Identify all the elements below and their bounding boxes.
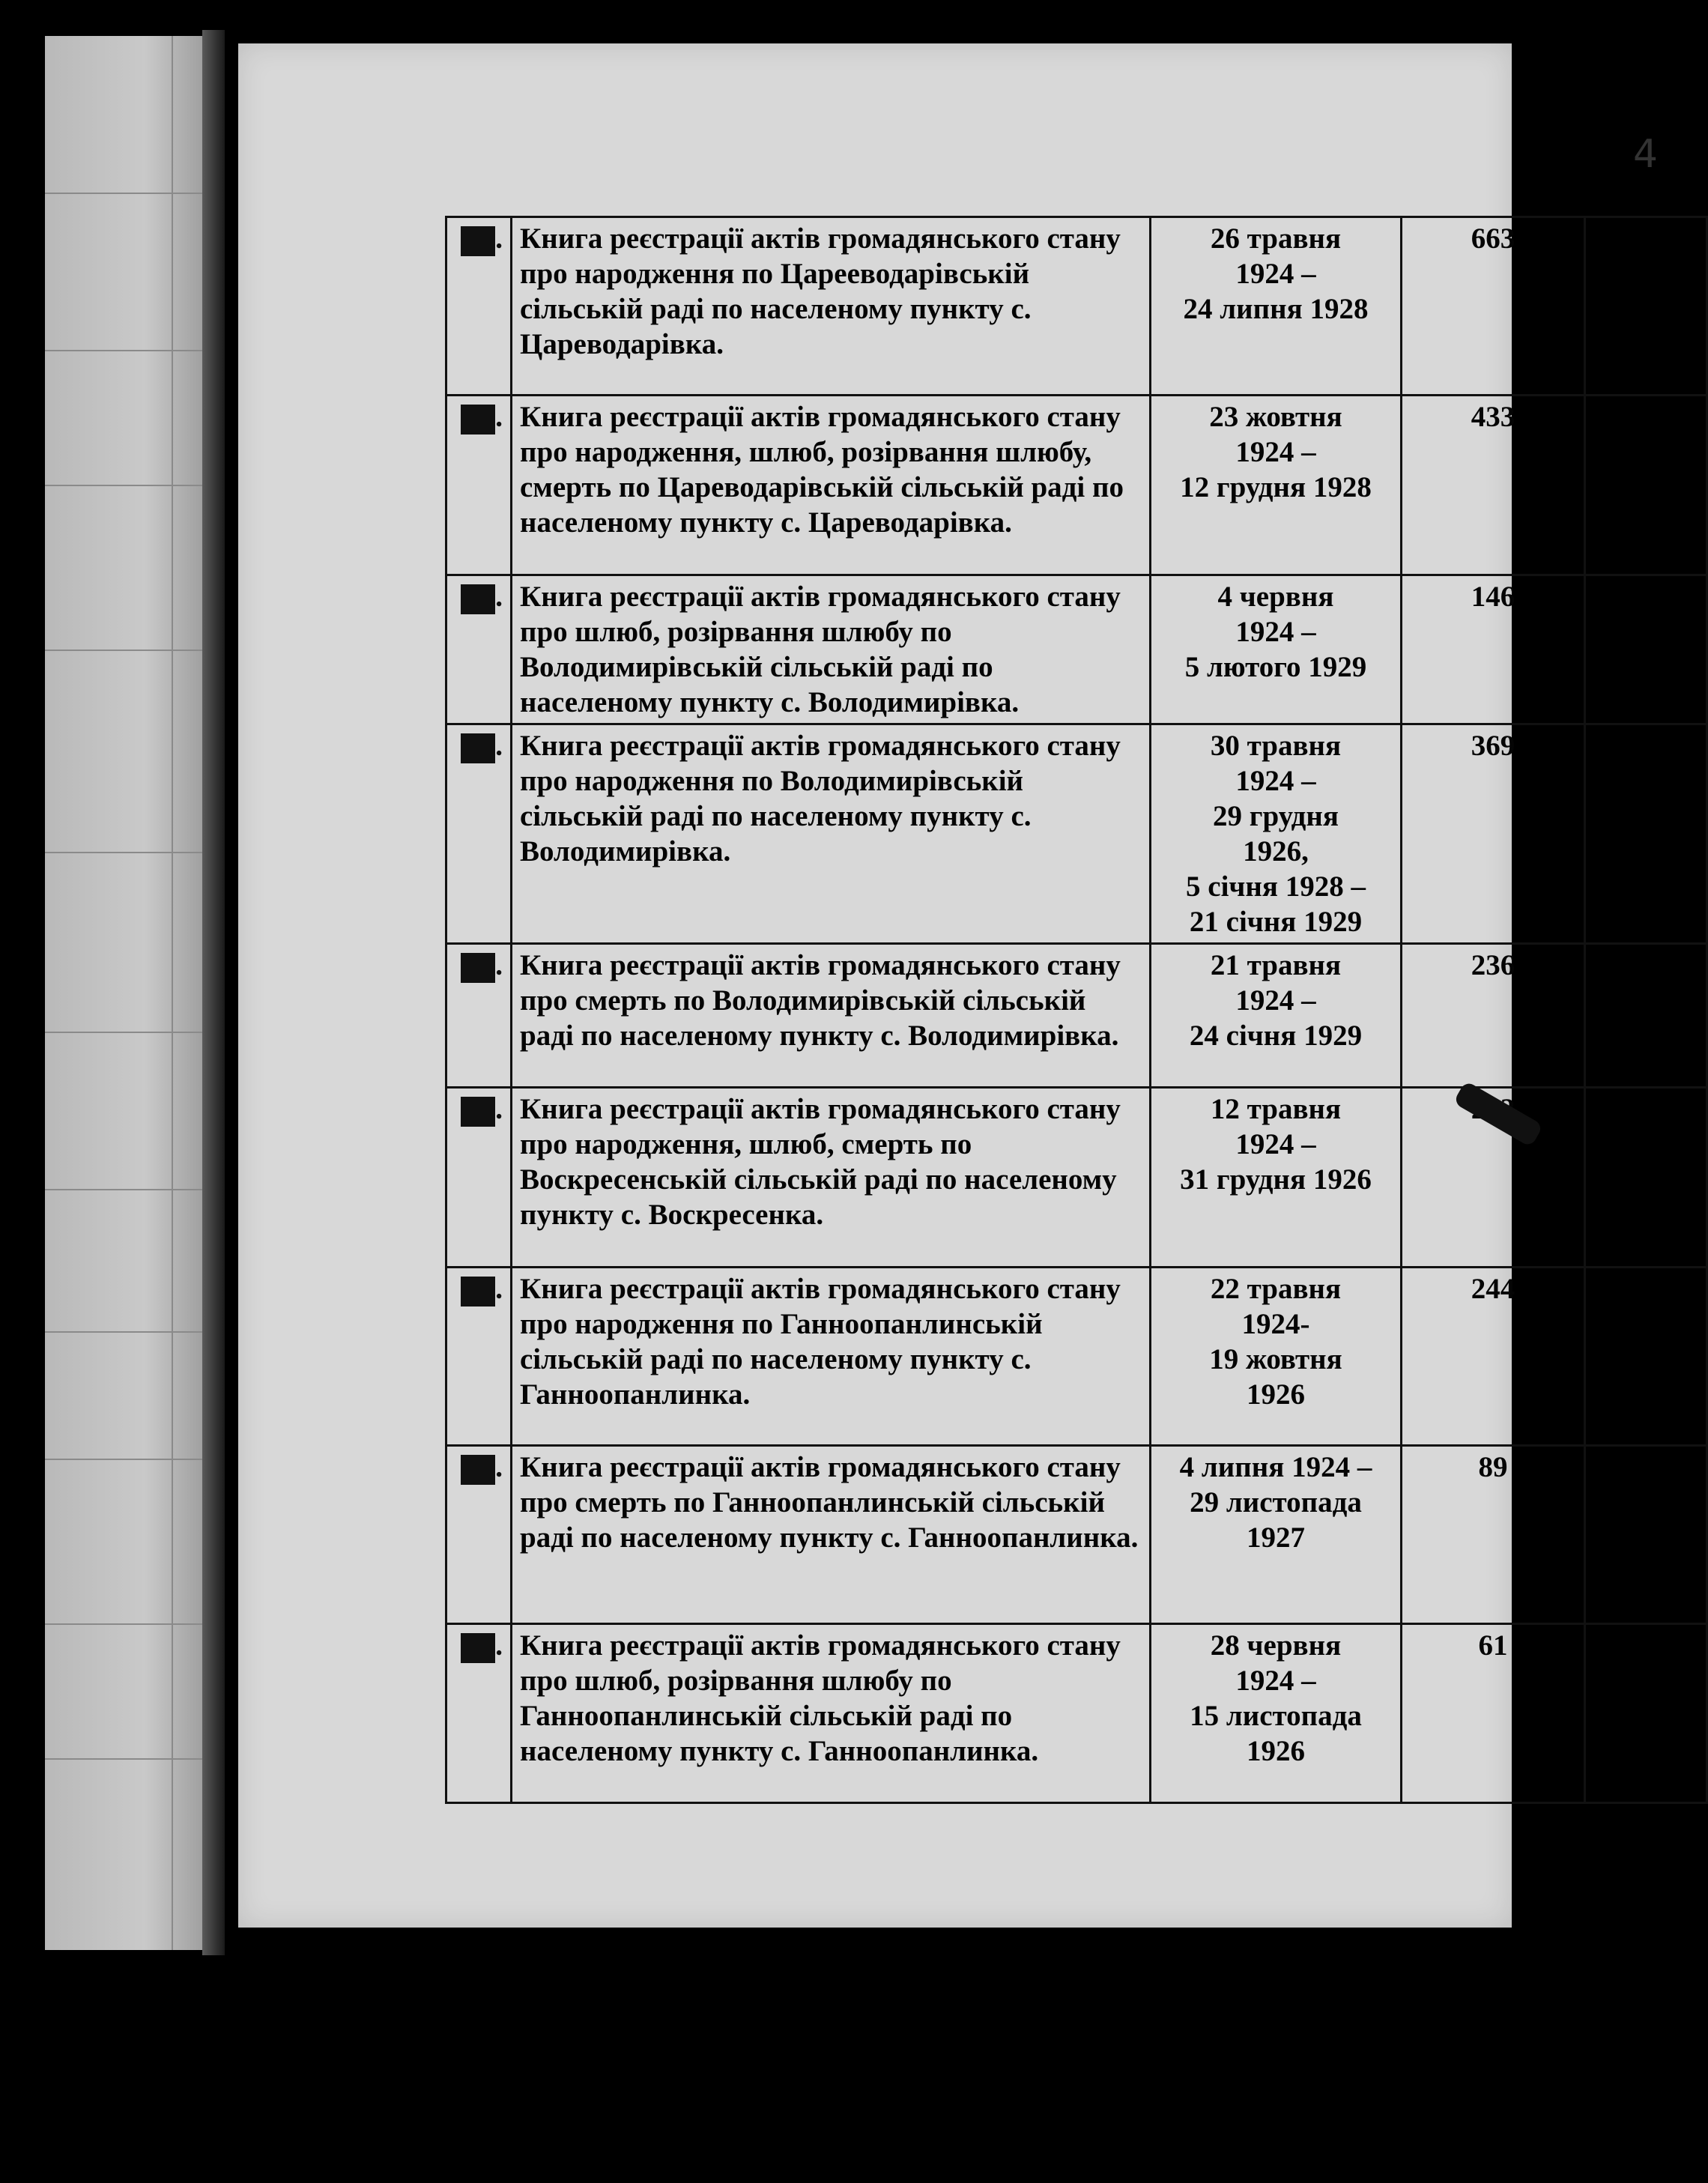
table-row	[446, 1624, 1707, 1803]
book-spine	[202, 30, 225, 1955]
number-overlay-mark	[461, 733, 495, 763]
record-count: 369	[1402, 724, 1585, 944]
number-overlay-mark	[461, 226, 495, 256]
page-number: 4	[1633, 132, 1659, 177]
record-title: Книга реєстрації актів громадянського стану про шлюб, розірвання шлюбу по Володимирівській сільській раді по населеному пункту с. Володимирівка.	[512, 575, 1151, 724]
table-row	[446, 1268, 1707, 1446]
number-overlay-mark	[461, 1277, 495, 1307]
number-overlay-mark	[461, 1097, 495, 1127]
record-dates: 23 жовтня 1924 – 12 грудня 1928	[1151, 396, 1402, 575]
number-overlay-mark	[461, 953, 495, 983]
register-table	[445, 216, 1708, 1804]
record-title: Книга реєстрації актів громадянського стану про народження, шлюб, розірвання шлюбу, смерть по Цареводарівській сільській раді по населеному пункту с. Цареводарівка.	[512, 396, 1151, 575]
record-title: Книга реєстрації актів громадянського стану про смерть по Ганноопанлинській сільській раді по населеному пункту с. Ганноопанлинка.	[512, 1446, 1151, 1624]
record-title: Книга реєстрації актів громадянського стану про народження по Ганноопанлинській сільській раді по населеному пункту с. Ганноопанлинка.	[512, 1268, 1151, 1446]
record-dates: 30 травня 1924 – 29 грудня 1926, 5 січня 1928 – 21 січня 1929	[1151, 724, 1402, 944]
table-row	[446, 217, 1707, 396]
record-count: 433	[1402, 396, 1585, 575]
row-number-cell: .	[446, 1268, 512, 1446]
previous-page-edge	[45, 36, 211, 1950]
record-dates: 22 травня 1924- 19 жовтня 1926	[1151, 1268, 1402, 1446]
record-note	[1585, 217, 1707, 396]
record-note	[1585, 1088, 1707, 1268]
record-note	[1585, 396, 1707, 575]
row-number-cell: .	[446, 396, 512, 575]
previous-page-grid-lines	[45, 36, 211, 1950]
number-overlay-mark	[461, 1633, 495, 1663]
row-number-cell: .	[446, 217, 512, 396]
register-table-body	[446, 217, 1707, 1803]
table-row	[446, 724, 1707, 944]
record-dates: 28 червня 1924 – 15 листопада 1926	[1151, 1624, 1402, 1803]
row-number-cell: .	[446, 724, 512, 944]
record-note	[1585, 944, 1707, 1088]
table-row	[446, 575, 1707, 724]
document-page	[238, 43, 1659, 1928]
record-title: Книга реєстрації актів громадянського стану про смерть по Володимирівській сільській раді по населеному пункту с. Володимирівка.	[512, 944, 1151, 1088]
record-title: Книга реєстрації актів громадянського стану про народження по Царееводарівській сільській раді по населеному пункту с. Цареводарівка.	[512, 217, 1151, 396]
record-dates: 21 травня 1924 – 24 січня 1929	[1151, 944, 1402, 1088]
record-title: Книга реєстрації актів громадянського стану про народження по Володимирівській сільській раді по населеному пункту с. Володимирівка.	[512, 724, 1151, 944]
number-overlay-mark	[461, 405, 495, 435]
record-dates: 4 червня 1924 – 5 лютого 1929	[1151, 575, 1402, 724]
row-number-cell: .	[446, 1446, 512, 1624]
row-number-cell: .	[446, 1088, 512, 1268]
record-count: 61	[1402, 1624, 1585, 1803]
table-row	[446, 1446, 1707, 1624]
table-row	[446, 944, 1707, 1088]
row-number-cell: .	[446, 575, 512, 724]
record-title: Книга реєстрації актів громадянського стану про народження, шлюб, смерть по Воскресенській сільській раді по населеному пункту с. Воскресенка.	[512, 1088, 1151, 1268]
record-note	[1585, 1268, 1707, 1446]
record-dates: 4 липня 1924 – 29 листопада 1927	[1151, 1446, 1402, 1624]
record-count: 89	[1402, 1446, 1585, 1624]
row-number-cell: .	[446, 944, 512, 1088]
number-overlay-mark	[461, 1455, 495, 1485]
record-dates: 12 травня 1924 – 31 грудня 1926	[1151, 1088, 1402, 1268]
record-title: Книга реєстрації актів громадянського стану про шлюб, розірвання шлюбу по Ганноопанлинській сільській раді по населеному пункту с. Ганноопанлинка.	[512, 1624, 1151, 1803]
table-row	[446, 396, 1707, 575]
record-count: 236	[1402, 944, 1585, 1088]
row-number-cell: .	[446, 1624, 512, 1803]
record-note	[1585, 724, 1707, 944]
record-note	[1585, 1624, 1707, 1803]
record-count: 244	[1402, 1268, 1585, 1446]
record-count: 663	[1402, 217, 1585, 396]
record-note	[1585, 1446, 1707, 1624]
number-overlay-mark	[461, 584, 495, 614]
record-dates: 26 травня 1924 – 24 липня 1928	[1151, 217, 1402, 396]
record-note	[1585, 575, 1707, 724]
record-count: 146	[1402, 575, 1585, 724]
